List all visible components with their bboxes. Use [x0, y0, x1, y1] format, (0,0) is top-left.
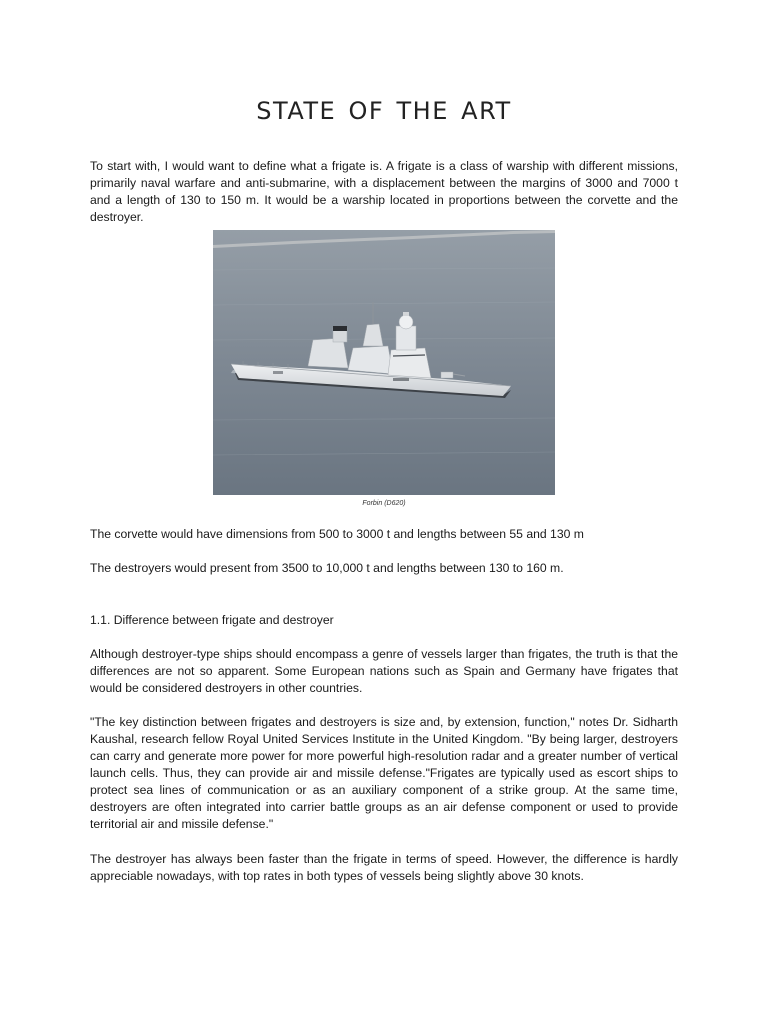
frigate-photo-graphic	[213, 230, 555, 495]
section-heading: 1.1. Difference between frigate and destroyer	[90, 613, 334, 627]
body-paragraph-2: "The key distinction between frigates and destroyers is size and, by extension, function," notes Dr. Sidharth Kaushal, research fellow Royal United Services Institute in the United Kingdom. "By being larger, destroyers can carry and generate more power for more powerful high-resolution radar and a greater number of vertical launch cells. Thus, they can provide air and missile defense."Frigates are typically used as escort ships to protect sea lines of communication or as an auxiliary component of a strike group. At the same time, destroyers are often integrated into carrier battle groups as an air defense component or used to provide territorial air and missile defense."	[90, 715, 678, 831]
corvette-paragraph: The corvette would have dimensions from 500 to 3000 t and lengths between 55 and 130 m	[90, 527, 584, 541]
radar-dome	[399, 315, 413, 329]
body-paragraph-1: Although destroyer-type ships should encompass a genre of vessels larger than frigates, the truth is that the differences are not so apparent. Some European nations such as Spain and Germany have frigates that would be considered destroyers in other countries.	[90, 647, 678, 695]
intro-paragraph: To start with, I would want to define what a frigate is. A frigate is a class of warship with different missions, primarily naval warfare and anti-submarine, with a displacement between the margins of 3000 and 7000 t and a length of 130 to 150 m. It would be a warship located in proportions between the corvette and the destroyer.	[90, 159, 678, 224]
destroyers-paragraph: The destroyers would present from 3500 to 10,000 t and lengths between 130 to 160 m.	[90, 561, 564, 575]
frigate-photo	[213, 230, 555, 495]
body-paragraph-3: The destroyer has always been faster than the frigate in terms of speed. However, the difference is hardly appreciable nowadays, with top rates in both types of vessels being slightly above 30 knots.	[90, 852, 678, 883]
bridge	[388, 348, 431, 378]
figure-caption: Forbin (D620)	[362, 500, 406, 507]
funnel-top	[333, 326, 347, 331]
page-title: state of the art	[256, 88, 512, 128]
hangar	[308, 338, 348, 368]
